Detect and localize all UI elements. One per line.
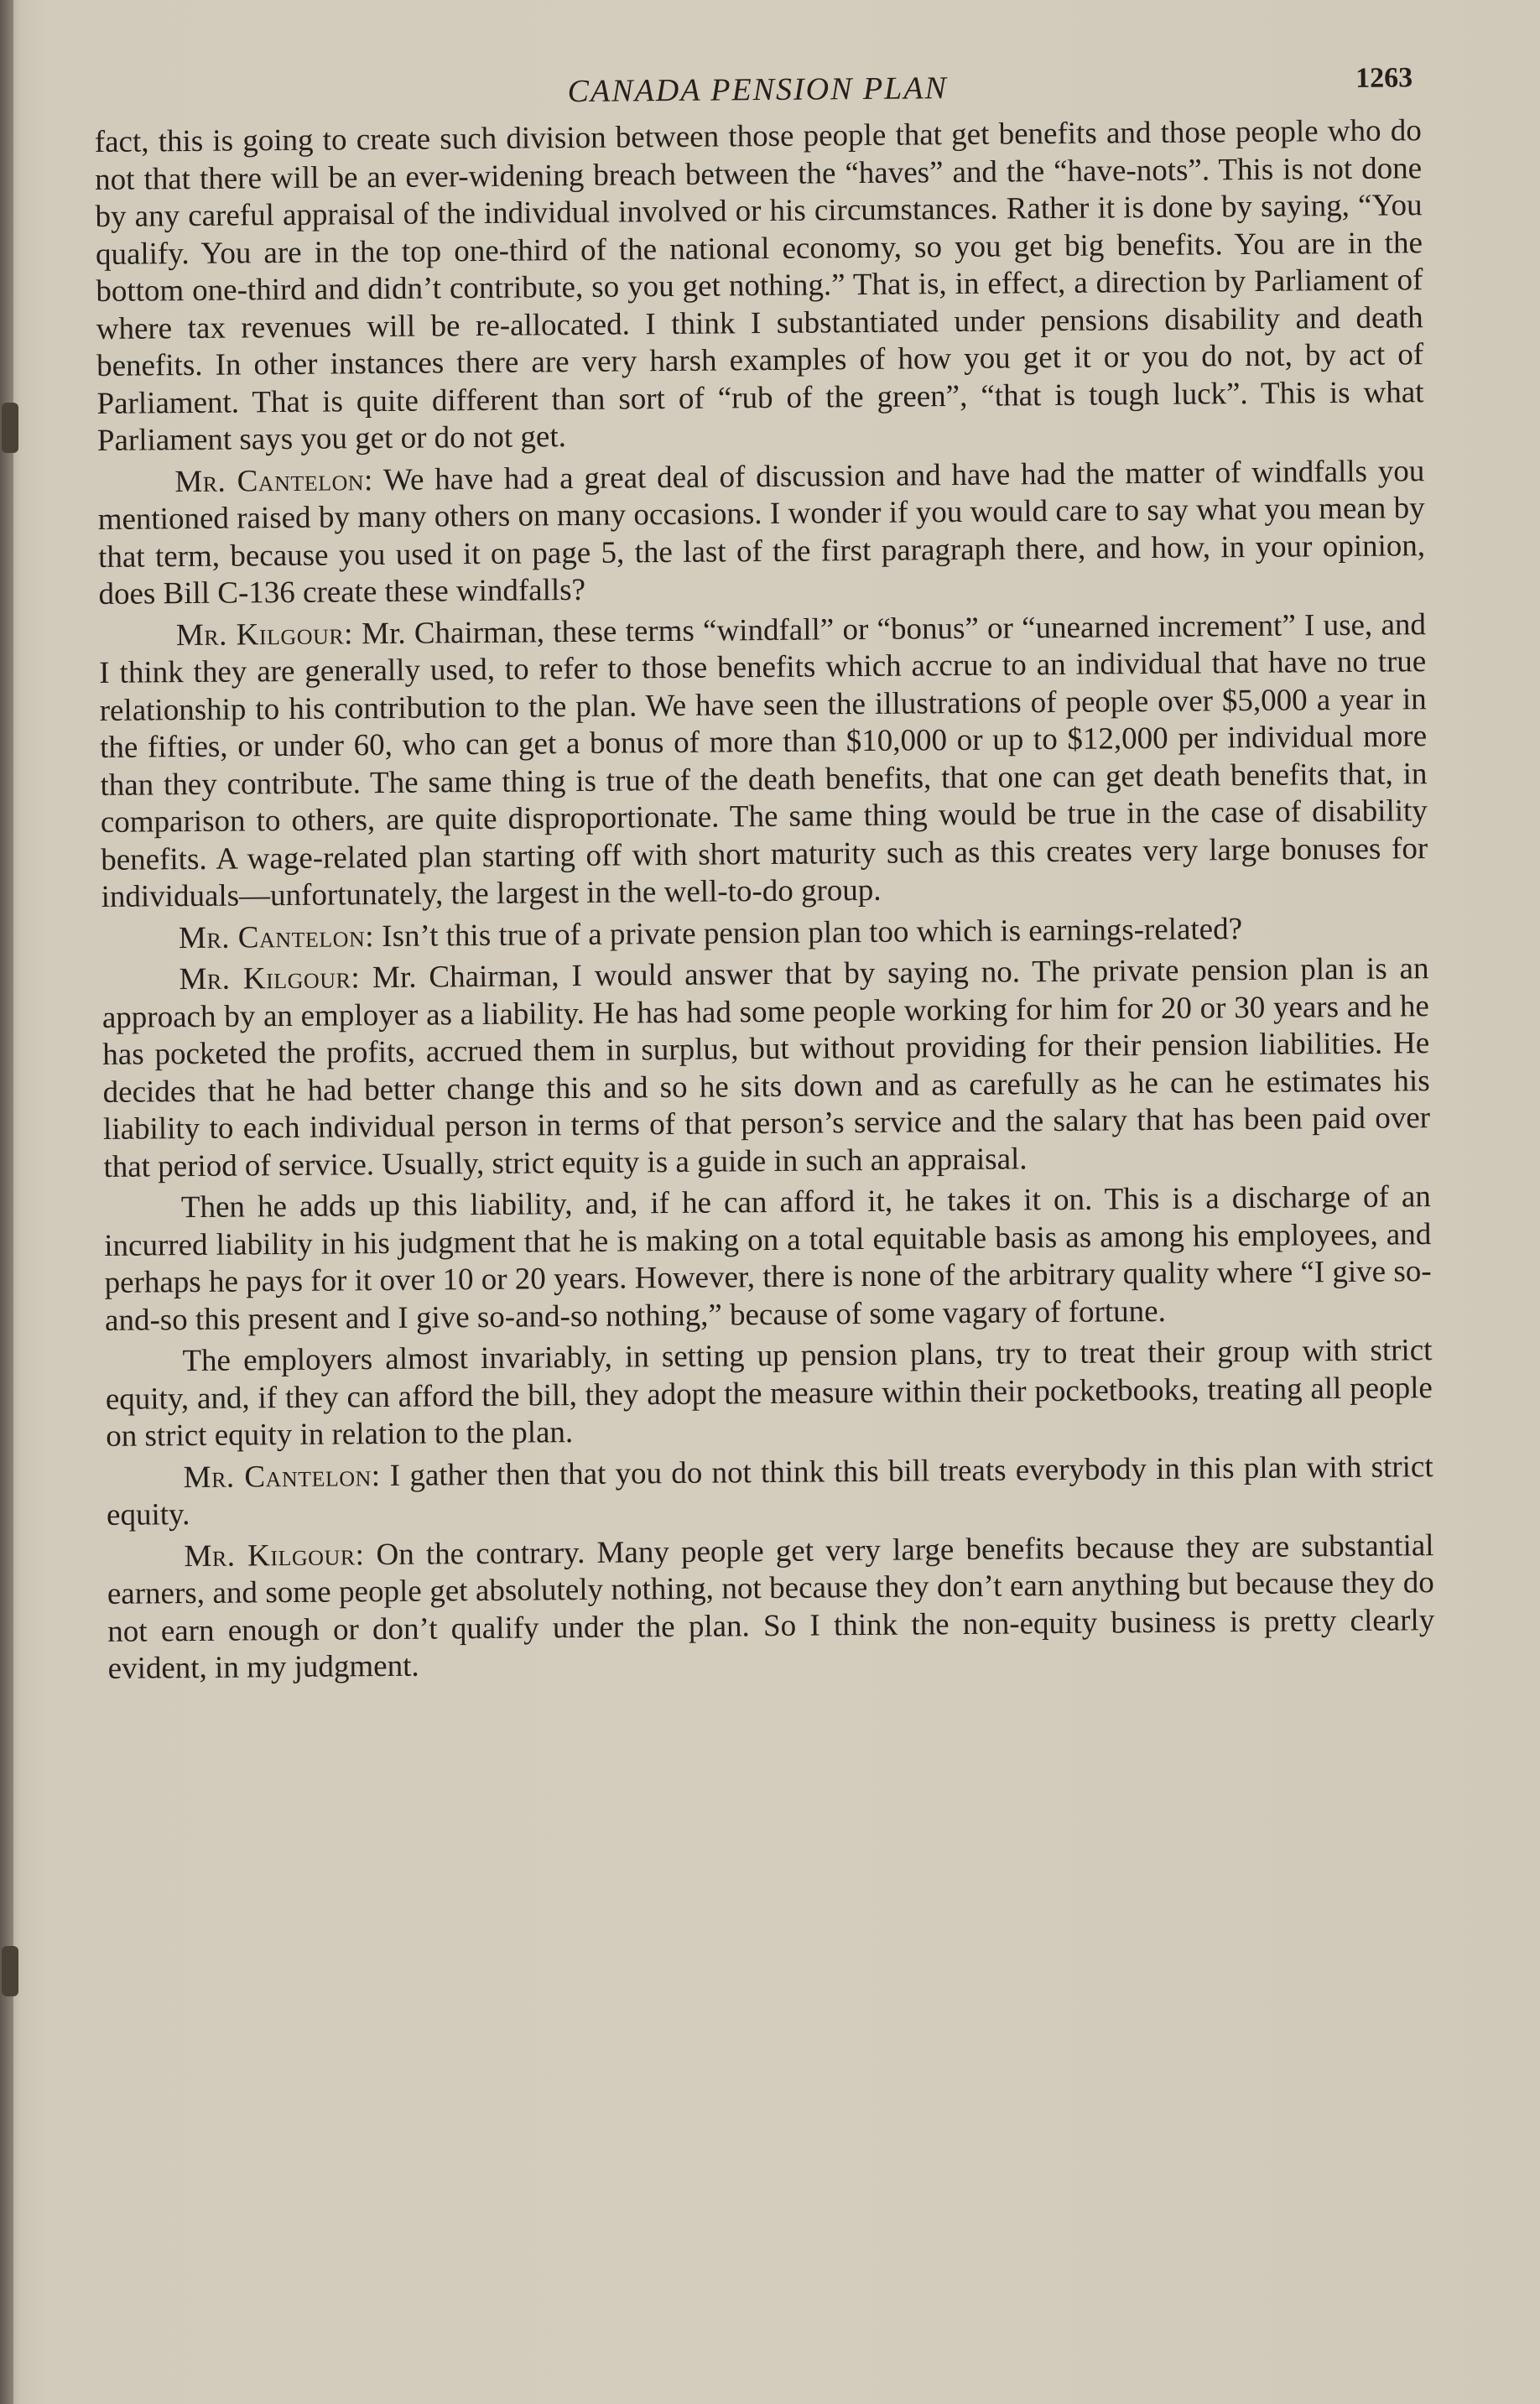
paragraph — [101, 950, 1430, 1186]
paragraph-text: fact, this is going to create such division between those people that get benefits and those people who do not that there will be an ever-widening breach between the “haves” and the “have-nots”. This is not done by any careful appraisal of the individual involved or his circumstances. Rather it is done by saying, “You qualify. You are in the top one-third of the national economy, so you get big benefits. You are in the bottom one-third and didn’t contribute, so you get nothing.” That is, in effect, a direction by Parliament of where tax revenues will be re-allocated. I think I substantiated under pensions disability and death benefits. In other instances there are very harsh examples of how you get it or you do not, by act of Parliament. That is quite different than sort of “rub of the green”, “that is tough luck”. This is what Parliament says you get or do not get. — [94, 113, 1424, 458]
paragraph — [99, 606, 1428, 917]
paragraph-text: Isn’t this true of a private pension plan too which is earnings-related? — [382, 911, 1243, 954]
paragraph — [107, 1449, 1434, 1535]
speaker-name: Mr. Cantelon: — [183, 1458, 381, 1495]
paragraph-text: Then he adds up this liability, and, if he can afford it, he takes it on. This is a discharge of an incurred liability in his judgment that he is making on a total equitable basis as among his employees, and perhaps he pays for it over 10 or 20 years. However, there is none of the arbitrary quality where “I give so-and-so this present and I give so-and-so nothing,” because of some vagary of fortune. — [104, 1179, 1432, 1338]
page-content — [94, 54, 1435, 1692]
book-spine-shadow — [0, 0, 13, 2404]
paragraph — [95, 112, 1424, 460]
speaker-name: Mr. Cantelon: — [178, 918, 375, 955]
body-text — [95, 112, 1435, 1688]
paragraph — [97, 453, 1425, 614]
page-number: 1263 — [1355, 62, 1413, 94]
running-title: CANADA PENSION PLAN — [567, 70, 949, 110]
paragraph — [104, 1179, 1432, 1340]
binding-clip — [2, 1946, 18, 1996]
speaker-name: Mr. Kilgour: — [184, 1537, 365, 1574]
paragraph-text: The employers almost invariably, in setting up pension plans, try to treat their group with strict equity, and, if they can afford the bill, they adopt the measure within their pocketbooks, treating all people on strict equity in relation to the plan. — [105, 1333, 1433, 1454]
paragraph-text: On the contrary. Many people get very large benefits because they are substantial earners, and some people get absolutely nothing, not because they don’t earn anything but because they do not earn enough or don’t qualify under the plan. So I think the non-equity business is pretty clearly evident, in my judgment. — [107, 1527, 1435, 1686]
paragraph-text: We have had a great deal of discussion and have had the matter of windfalls you mentioned raised by many others on many occasions. I wonder if you would care to say what you mean by that term, because you used it on page 5, the last of the first paragraph there, and how, in your opinion, does Bill C-136 create these windfalls? — [97, 453, 1426, 611]
speaker-name: Mr. Cantelon: — [174, 462, 374, 499]
binding-clip — [2, 403, 18, 453]
paragraph — [101, 909, 1428, 958]
speaker-name: Mr. Kilgour: — [179, 960, 361, 997]
running-head — [94, 54, 1422, 124]
paragraph-text: Mr. Chairman, these terms “windfall” or “bonus” or “unearned increment” I use, and I think they are generally used, to refer to those benefits which accrue to an individual that have no true relationship to his contribution to the plan. We have seen the illustrations of people over $5,000 a year in the fifties, or under 60, who can get a bonus of more than $10,000 or up to $12,000 per individual more than they contribute. The same thing is true of the death benefits, that one can get death benefits that, in comparison to others, are quite disproportionate. The same thing would be true in the case of disability benefits. A wage-related plan starting off with short maturity such as this creates very large bonuses for individuals—unfortunately, the largest in the well-to-do group. — [99, 606, 1428, 914]
paragraph-text: Mr. Chairman, I would answer that by saying no. The private pension plan is an approach by an employer as a liability. He has had some people working for him for 20 or 30 years and he has pocketed the profits, accrued them in surplus, but without providing for their pension liabilities. He decides that he had better change this and so he sits down and as carefully as he can he estimates his liability to each individual person in terms of that person’s service and the salary that has been paid over that period of service. Usually, strict equity is a guide in such an appraisal. — [101, 951, 1431, 1184]
paragraph — [107, 1527, 1434, 1689]
paragraph-text: I gather then that you do not think this bill treats everybody in this plan with strict equity. — [106, 1449, 1433, 1532]
paragraph — [105, 1332, 1433, 1455]
speaker-name: Mr. Kilgour: — [175, 616, 354, 653]
